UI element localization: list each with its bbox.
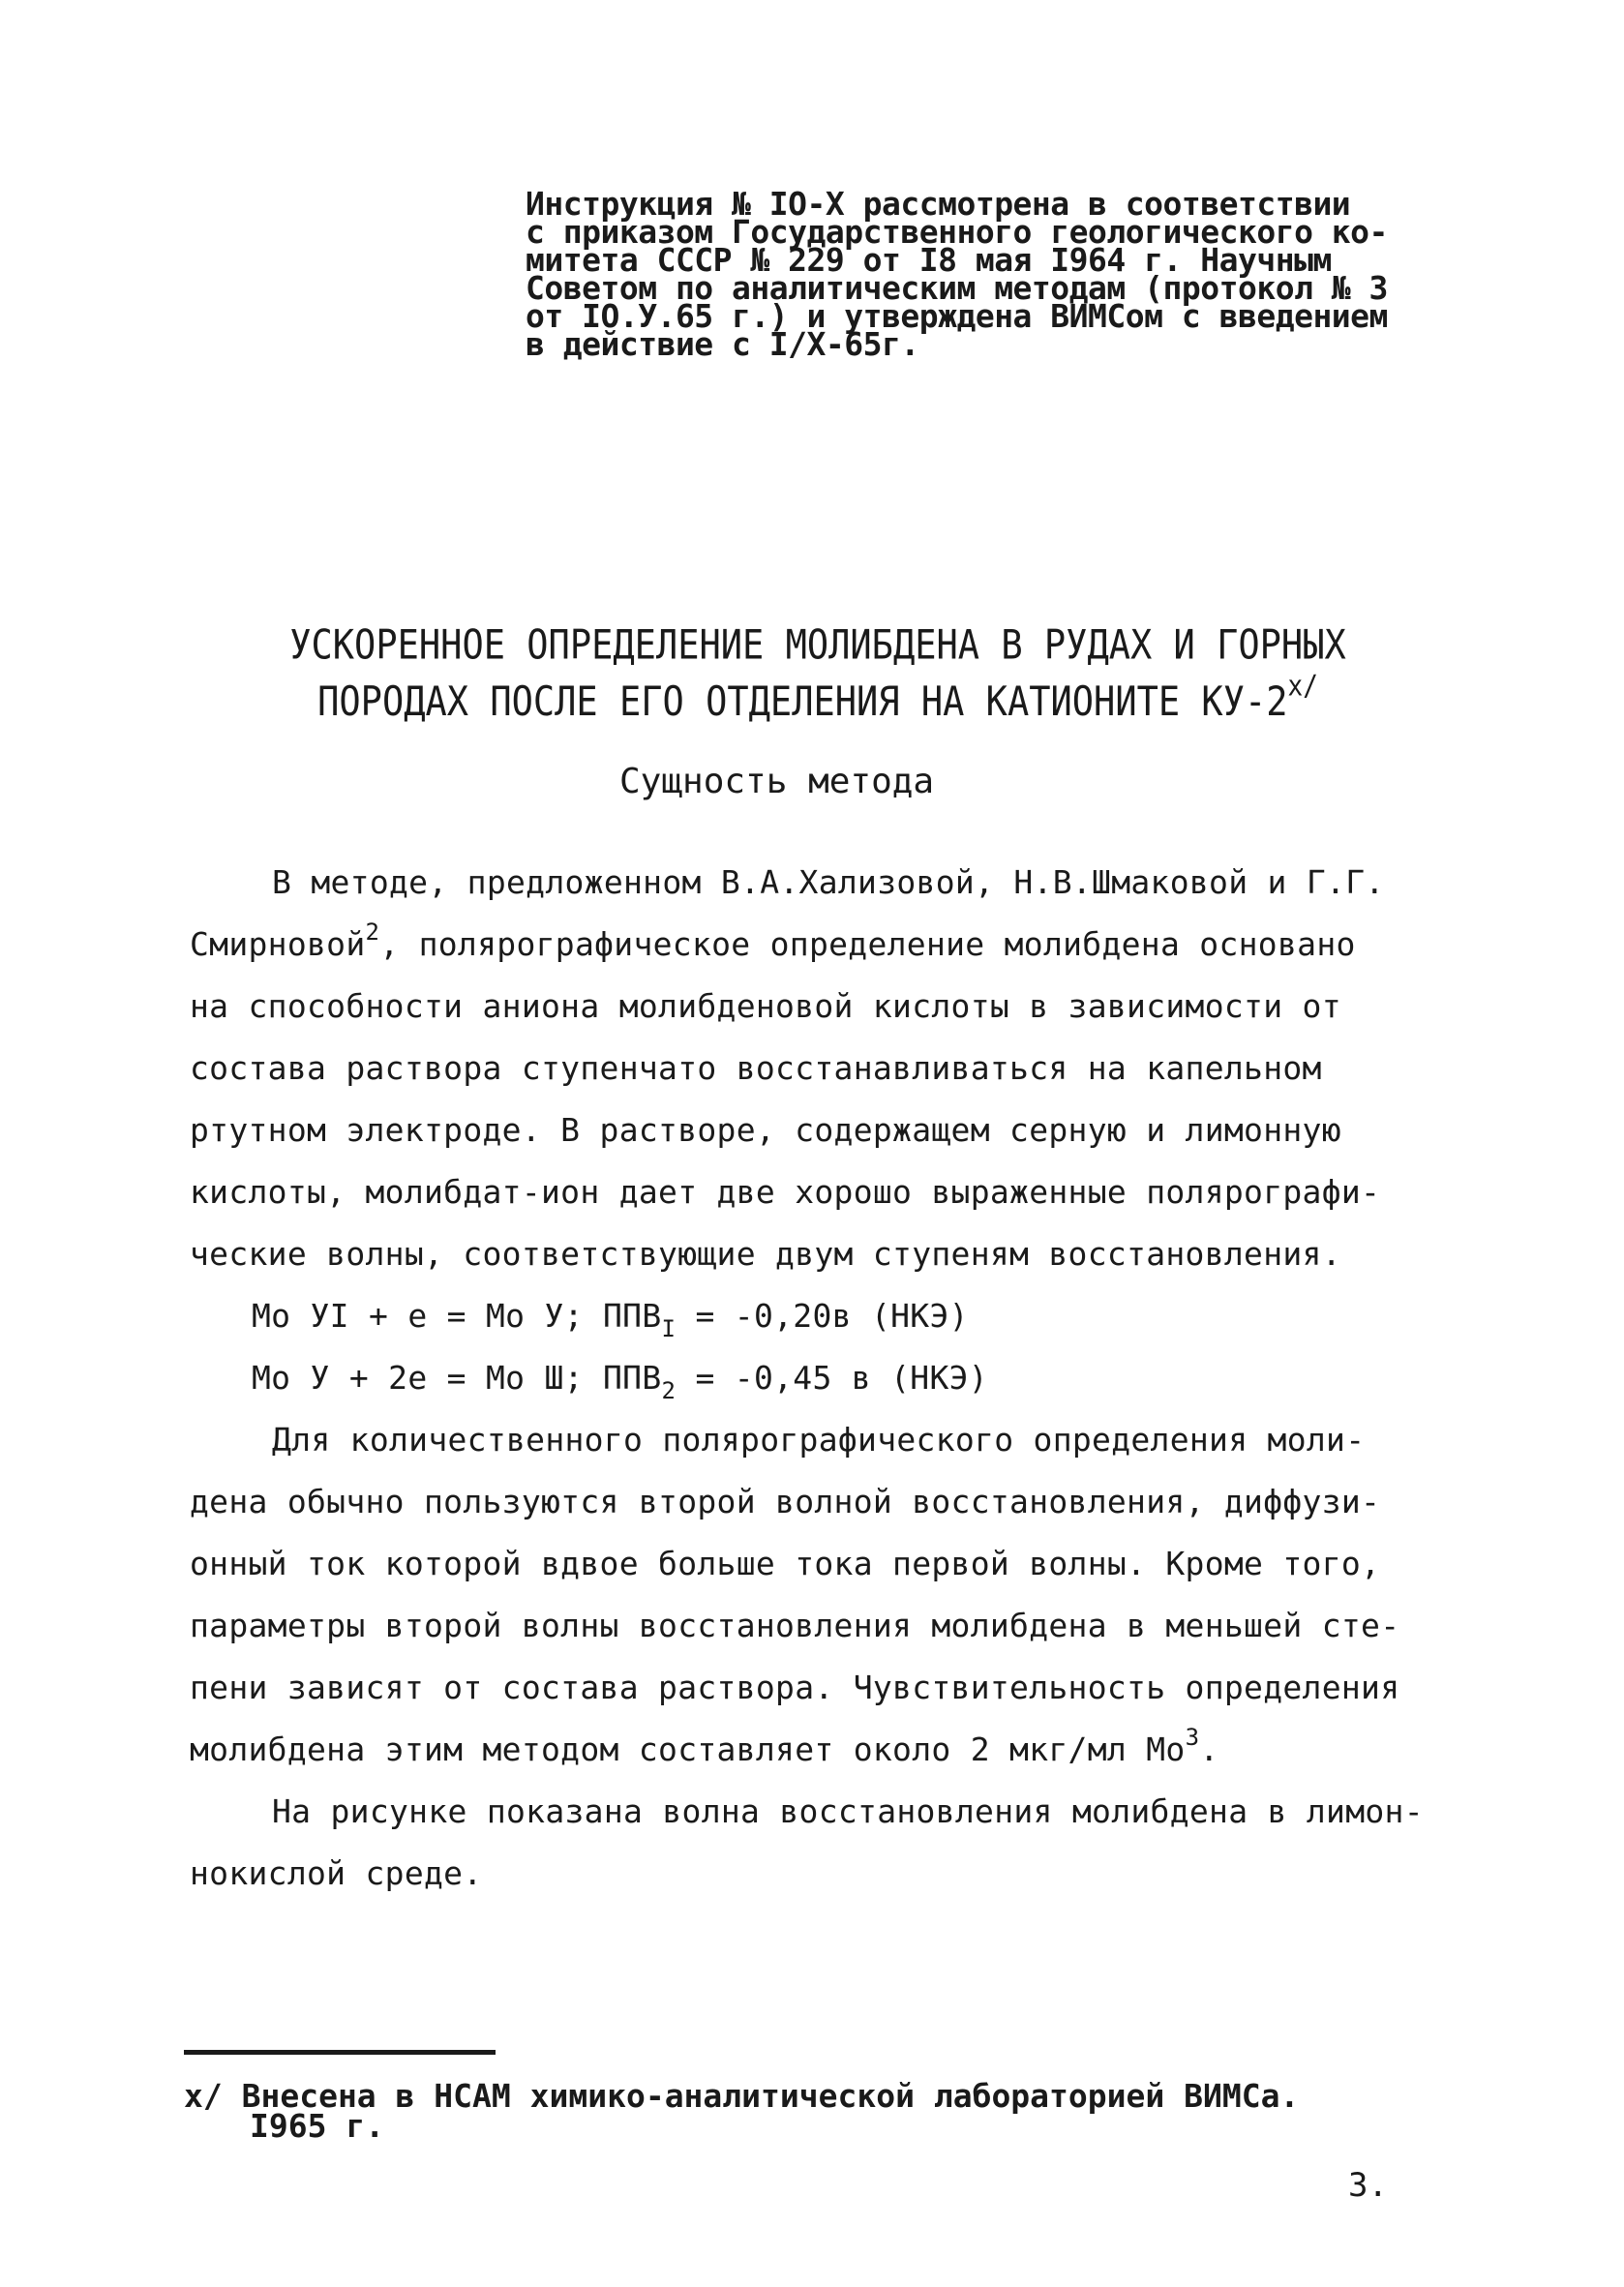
title-line-2-text: ПОРОДАХ ПОСЛЕ ЕГО ОТДЕЛЕНИЯ НА КАТИОНИТЕ КУ-2	[317, 677, 1288, 725]
body-line: кислоты, молибдат-ион дает две хорошо выраженные полярографи-	[190, 1173, 1381, 1211]
body-line: В методе, предложенном В.А.Хализовой, Н.В.Шмаковой и Г.Г.	[272, 863, 1385, 901]
document-title	[261, 617, 1374, 730]
equation-text: Мо УI + е = Мо У; ППВ	[252, 1297, 662, 1335]
title-footnote-mark: х/	[1287, 670, 1318, 704]
body-line: параметры второй волны восстановления молибдена в меньшей сте-	[190, 1607, 1400, 1644]
equation-subscript: I	[661, 1315, 677, 1342]
body-text	[190, 852, 1448, 1905]
approval-line-1: Инструкция № IO-X рассмотрена в соответствии	[526, 185, 1351, 223]
body-line: нокислой среде.	[190, 1854, 483, 1892]
approval-line-6: в действие с I/X-65г.	[526, 325, 919, 363]
equation-2	[190, 1347, 1448, 1409]
body-line: ртутном электроде. В растворе, содержащем серную и лимонную	[190, 1111, 1341, 1149]
footnote	[184, 2077, 1442, 2145]
body-line: Для количественного полярографического определения моли-	[272, 1421, 1366, 1459]
body-line: ческие волны, соответствующие двум ступеням восстановления.	[190, 1235, 1341, 1273]
approval-line-3: митета СССР № 229 от I8 мая I964 г. Научным	[526, 241, 1332, 279]
approval-line-2: с приказом Государственного геологического ко-	[526, 213, 1388, 251]
body-line: на способности аниона молибденовой кислоты в зависимости от	[190, 987, 1341, 1025]
title-line-2	[261, 670, 1374, 730]
equation-text: = -0,45 в (НКЭ)	[676, 1359, 988, 1397]
body-line: онный ток которой вдвое больше тока первой волны. Кроме того,	[190, 1545, 1381, 1582]
section-heading: Сущность метода	[619, 762, 935, 801]
equation-1	[190, 1285, 1448, 1347]
footnote-line-2: I965 г.	[250, 2107, 385, 2145]
body-line	[190, 1719, 1448, 1781]
body-text-span: молибдена этим методом составляет около 2 мкг/мл Мо	[190, 1730, 1186, 1768]
body-line	[190, 914, 1448, 976]
footnote-line-1: х/ Внесена в НСАМ химико-аналитической лабораторией ВИМСа.	[184, 2077, 1300, 2115]
equation-text: = -0,20в (НКЭ)	[676, 1297, 969, 1335]
reference-mark: 3	[1185, 1724, 1200, 1751]
equation-text: Мо У + 2е = Мо Ш; ППВ	[252, 1359, 662, 1397]
equation-subscript: 2	[661, 1377, 677, 1404]
title-line-1: УСКОРЕННОЕ ОПРЕДЕЛЕНИЕ МОЛИБДЕНА В РУДАХ И ГОРНЫХ	[289, 621, 1346, 669]
approval-note	[526, 185, 1493, 363]
body-line: дена обычно пользуются второй волной восстановления, диффузи-	[190, 1483, 1381, 1520]
page-number: 3.	[1348, 2166, 1388, 2205]
body-line: На рисунке показана волна восстановления молибдена в лимон-	[272, 1792, 1424, 1830]
approval-line-4: Советом по аналитическим методам (протокол № 3	[526, 269, 1388, 307]
body-line: состава раствора ступенчато восстанавливаться на капельном	[190, 1049, 1322, 1087]
approval-line-5: от IO.У.65 г.) и утверждена ВИМСом с введением	[526, 297, 1388, 335]
body-text-span: .	[1199, 1730, 1219, 1768]
body-line: пени зависят от состава раствора. Чувствительность определения	[190, 1669, 1400, 1706]
body-text-span: Смирновой	[190, 925, 366, 963]
footnote-divider	[184, 2050, 496, 2055]
body-text-span: , полярографическое определение молибдена основано	[379, 925, 1356, 963]
reference-mark: 2	[365, 918, 380, 946]
